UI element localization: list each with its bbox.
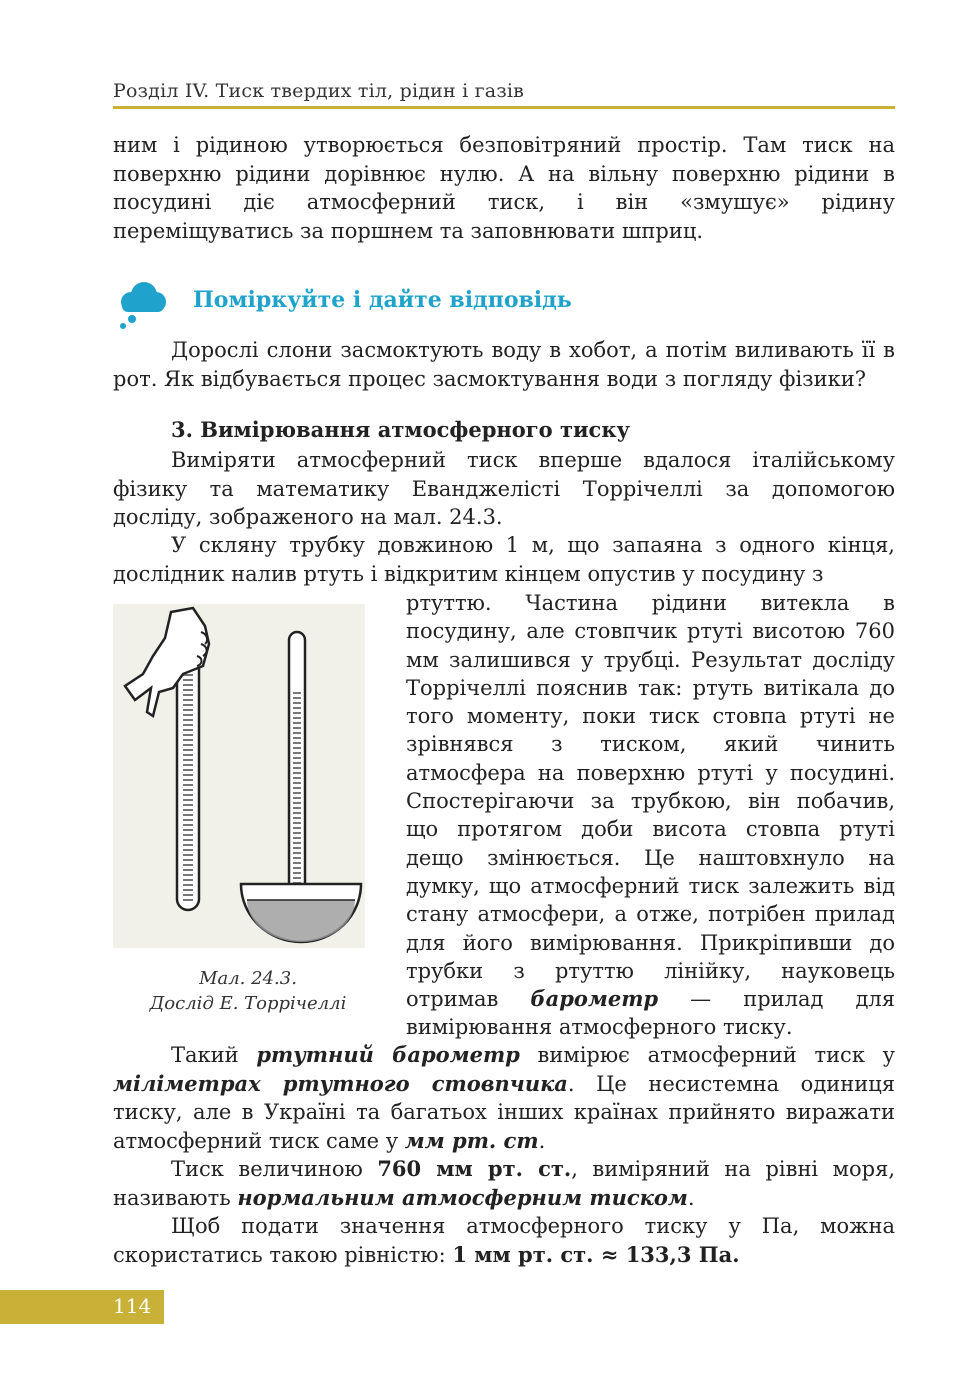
figure-caption-number: Мал. 24.3.	[199, 968, 297, 989]
think-question: Дорослі слони засмоктують воду в хобот, а потім виливають її в рот. Як відбувається процес засмоктування води з погляду фізики?	[113, 338, 895, 391]
torricelli-figure	[113, 604, 365, 948]
header-rule	[113, 106, 895, 109]
p4-text-b: , виміряний на рівні моря, називають	[113, 1157, 896, 1210]
term-normal-pressure: нормальним атмосферним тиском	[237, 1184, 688, 1210]
term-mm-hg: міліметрах ртутного стовпчика	[113, 1070, 568, 1096]
section-paragraph-4	[113, 1155, 895, 1212]
term-mm-hg-abbr: мм рт. ст	[404, 1127, 539, 1153]
p4-text-a: Тиск величиною	[171, 1157, 378, 1181]
figure-caption	[113, 966, 383, 1016]
p3-text-a: Такий	[171, 1043, 257, 1067]
figure-caption-title: Дослід Е. Торрічеллі	[149, 993, 347, 1014]
section-paragraph-3	[113, 1041, 895, 1155]
p3-text-c: . Це несистемна одиниця тиску, але в Україні та багатьох інших країнах прийнято виражати атмосферний тиск саме у	[113, 1071, 895, 1153]
section-title: 3. Вимірювання атмосферного тиску	[171, 417, 630, 442]
chapter-header: Розділ IV. Тиск твердих тіл, рідин і газів	[113, 80, 525, 102]
page-number: 114	[113, 1294, 152, 1318]
section-paragraph-2-start: У скляну трубку довжиною 1 м, що запаяна з одного кінця, дослідник налив ртуть і відкритим кінцем опустив у посудину з	[113, 533, 895, 586]
normal-pressure-value: 760 мм рт. ст.	[377, 1156, 572, 1181]
p2-wrap-text: ртуттю. Частина рідини витекла в посудину, але стовпчик ртуті висотою 760 мм залишився у трубці. Результат досліду Торрічеллі пояснив так: ртуть витікала до того моменту, поки тиск стовпа ртуті не зрівнявся з тиском, який чинить атмосфера на поверхню ртуті у посудині. Спостерігаючи за трубкою, він побачив, що протягом доби висота стовпа ртуті дещо змінюється. Це наштовхнуло на думку, що атмосферний тиск залежить від стану атмосфери, а отже, потрібен прилад для його вимірювання. Прикріпивши до трубки з ртуттю лінійку, науковець отримав	[406, 591, 895, 1012]
p3-text-b: вимірює атмосферний тиск у	[519, 1043, 895, 1067]
p5-text-a: Щоб подати значення атмосферного тиску у Па, можна скористатись такою рівністю:	[113, 1214, 895, 1267]
section-paragraph-5	[113, 1212, 895, 1269]
think-box-title: Поміркуйте і дайте відповідь	[193, 287, 572, 313]
thought-cloud-icon	[114, 280, 170, 332]
p3-text-d: .	[538, 1128, 546, 1153]
torricelli-experiment-illustration	[113, 604, 365, 948]
p2-end-text: — прилад для вимірювання атмосферного тиску.	[406, 987, 895, 1040]
conversion-formula: 1 мм рт. ст. ≈ 133,3 Па.	[452, 1241, 740, 1267]
section-paragraph-2-wrap	[406, 589, 895, 1042]
intro-paragraph: ним і рідиною утворюється безповітряний простір. Там тиск на поверхню рідини дорівнює нулю. А на вільну поверхню рідини в посудині діє атмосферний тиск, і він «змушує» рідину переміщуватись за поршнем та заповнювати шприц.	[113, 133, 895, 243]
p4-text-c: .	[687, 1185, 695, 1210]
term-barometer: барометр	[530, 986, 659, 1012]
term-mercury-barometer: ртутний барометр	[256, 1042, 520, 1067]
section-paragraph-1: Виміряти атмосферний тиск вперше вдалося італійському фізику та математику Еванджелісті Торрічеллі за допомогою досліду, зображеного на мал. 24.3.	[113, 448, 895, 529]
